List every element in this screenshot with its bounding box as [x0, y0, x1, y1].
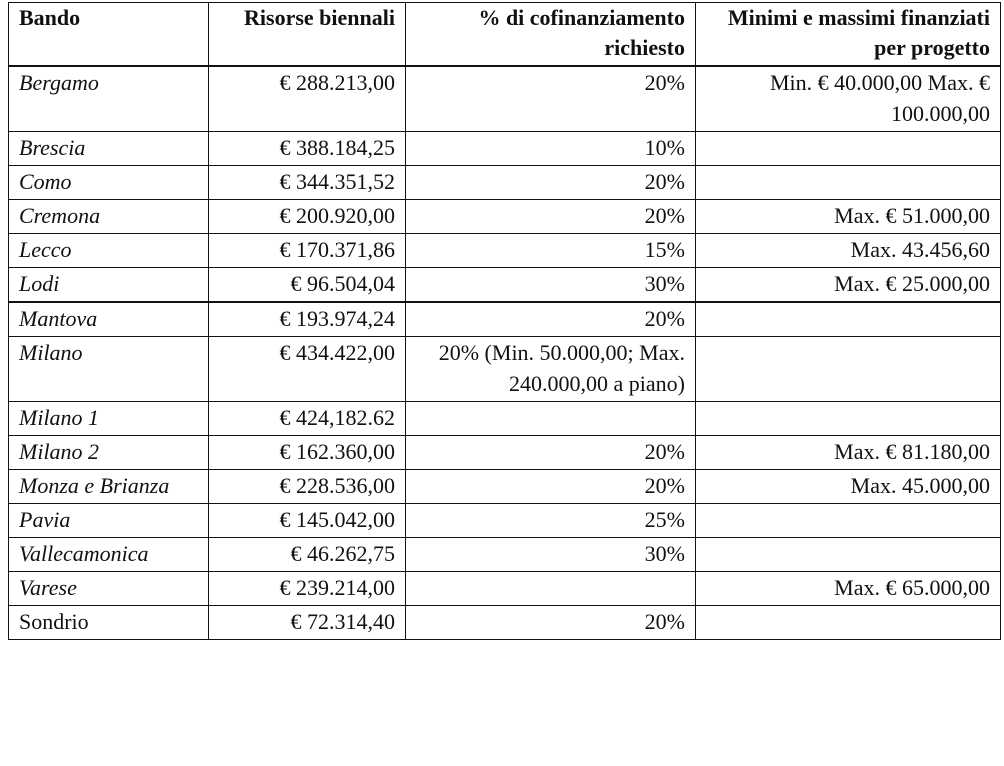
table-row [9, 200, 1001, 234]
cell-minimi-massimi [696, 337, 1001, 402]
cell-minimi-massimi [696, 166, 1001, 200]
cell-minimi-massimi [696, 302, 1001, 337]
cell-minimi-massimi: Max. € 65.000,00 [696, 572, 1001, 606]
cell-bando: Brescia [9, 132, 209, 166]
funding-table [8, 2, 1001, 640]
cell-bando: Bergamo [9, 66, 209, 132]
cell-cofinanziamento: 20% (Min. 50.000,00; Max. 240.000,00 a piano) [406, 337, 696, 402]
cell-bando: Milano 1 [9, 402, 209, 436]
header-bando: Bando [9, 3, 209, 67]
cell-risorse: € 288.213,00 [209, 66, 406, 132]
cell-cofinanziamento: 10% [406, 132, 696, 166]
cell-risorse: € 170.371,86 [209, 234, 406, 268]
cell-bando: Mantova [9, 302, 209, 337]
cell-minimi-massimi: Max. € 51.000,00 [696, 200, 1001, 234]
cell-bando: Lecco [9, 234, 209, 268]
cell-cofinanziamento: 20% [406, 302, 696, 337]
table-row [9, 166, 1001, 200]
cell-bando: Pavia [9, 504, 209, 538]
table-row [9, 572, 1001, 606]
cell-cofinanziamento: 20% [406, 66, 696, 132]
cell-bando: Monza e Brianza [9, 470, 209, 504]
cell-minimi-massimi [696, 402, 1001, 436]
cell-bando: Lodi [9, 268, 209, 303]
cell-cofinanziamento: 15% [406, 234, 696, 268]
cell-minimi-massimi [696, 132, 1001, 166]
table-row [9, 66, 1001, 132]
cell-cofinanziamento: 20% [406, 200, 696, 234]
cell-minimi-massimi [696, 538, 1001, 572]
cell-bando: Como [9, 166, 209, 200]
table-row [9, 337, 1001, 402]
cell-risorse: € 72.314,40 [209, 606, 406, 640]
cell-risorse: € 434.422,00 [209, 337, 406, 402]
header-minimi-massimi: Minimi e massimi finanziati per progetto [696, 3, 1001, 67]
table-row [9, 234, 1001, 268]
cell-minimi-massimi: Max. 45.000,00 [696, 470, 1001, 504]
cell-risorse: € 388.184,25 [209, 132, 406, 166]
cell-bando: Milano [9, 337, 209, 402]
cell-risorse: € 46.262,75 [209, 538, 406, 572]
cell-bando: Milano 2 [9, 436, 209, 470]
cell-risorse: € 239.214,00 [209, 572, 406, 606]
table-row [9, 302, 1001, 337]
table-row [9, 470, 1001, 504]
cell-risorse: € 96.504,04 [209, 268, 406, 303]
cell-cofinanziamento: 25% [406, 504, 696, 538]
cell-risorse: € 200.920,00 [209, 200, 406, 234]
cell-minimi-massimi [696, 606, 1001, 640]
cell-cofinanziamento: 30% [406, 268, 696, 303]
cell-risorse: € 344.351,52 [209, 166, 406, 200]
cell-cofinanziamento [406, 572, 696, 606]
table-row [9, 268, 1001, 303]
cell-risorse: € 193.974,24 [209, 302, 406, 337]
table-header-row [9, 3, 1001, 67]
cell-risorse: € 228.536,00 [209, 470, 406, 504]
cell-minimi-massimi: Max. € 25.000,00 [696, 268, 1001, 303]
cell-minimi-massimi: Max. 43.456,60 [696, 234, 1001, 268]
table-row [9, 132, 1001, 166]
table-row [9, 606, 1001, 640]
header-risorse: Risorse biennali [209, 3, 406, 67]
cell-risorse: € 145.042,00 [209, 504, 406, 538]
table-row [9, 402, 1001, 436]
cell-minimi-massimi: Min. € 40.000,00 Max. € 100.000,00 [696, 66, 1001, 132]
cell-bando: Sondrio [9, 606, 209, 640]
cell-risorse: € 162.360,00 [209, 436, 406, 470]
cell-cofinanziamento: 20% [406, 166, 696, 200]
cell-cofinanziamento: 30% [406, 538, 696, 572]
cell-bando: Varese [9, 572, 209, 606]
table-row [9, 436, 1001, 470]
header-cofinanziamento: % di cofinanziamento richiesto [406, 3, 696, 67]
table-row [9, 504, 1001, 538]
cell-bando: Vallecamonica [9, 538, 209, 572]
cell-minimi-massimi: Max. € 81.180,00 [696, 436, 1001, 470]
cell-cofinanziamento: 20% [406, 606, 696, 640]
cell-bando: Cremona [9, 200, 209, 234]
cell-minimi-massimi [696, 504, 1001, 538]
cell-cofinanziamento: 20% [406, 436, 696, 470]
cell-cofinanziamento: 20% [406, 470, 696, 504]
cell-risorse: € 424,182.62 [209, 402, 406, 436]
table-row [9, 538, 1001, 572]
cell-cofinanziamento [406, 402, 696, 436]
document-page [8, 2, 1002, 640]
